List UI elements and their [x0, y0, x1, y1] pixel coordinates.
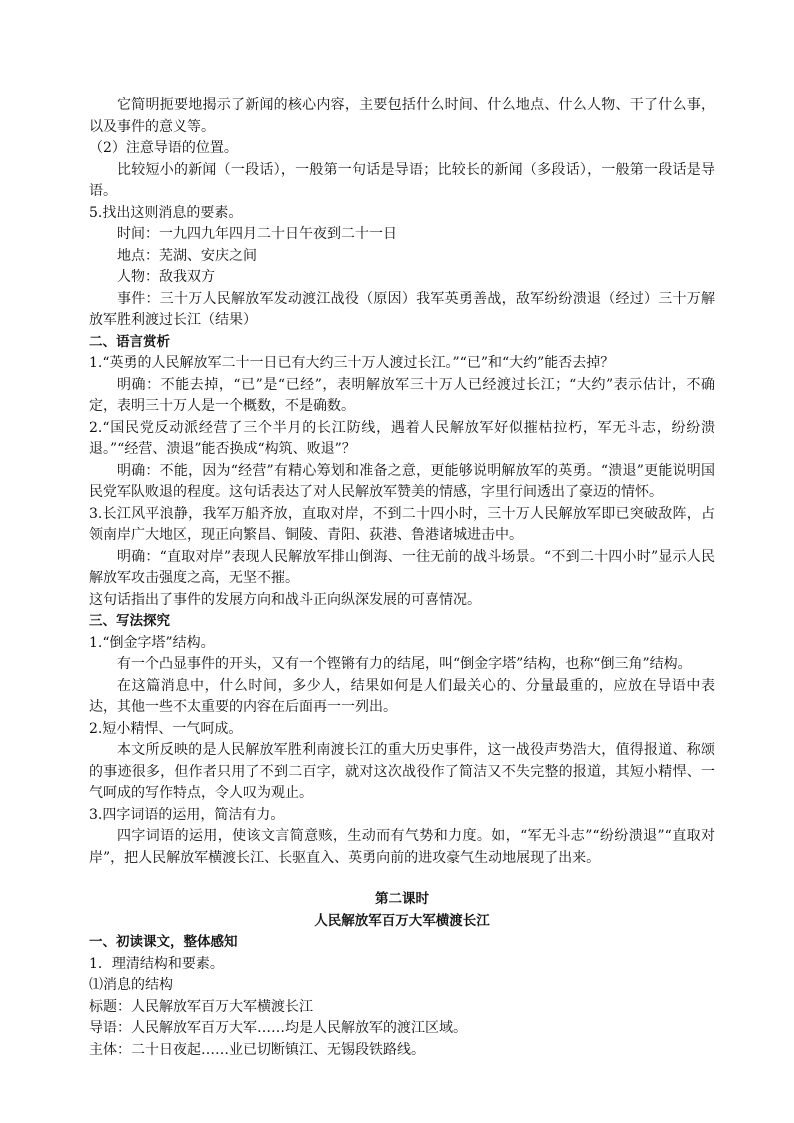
paragraph: 明确：不能，因为“经营”有精心筹划和准备之意，更能够说明解放军的英勇。“溃退”更能说明国民党军队败退的程度。这句话表达了对人民解放军赞美的情感，字里行间透出了豪迈的情怀。: [89, 462, 715, 500]
paragraph: 比较短小的新闻（一段话），一般第一句话是导语；比较长的新闻（多段话），一般第一段话是导语。: [89, 161, 715, 199]
paragraph: 事件：三十万人民解放军发动渡江战役（原因）我军英勇善战，敌军纷纷溃退（经过）三十万解放军胜利渡过长江（结果）: [89, 290, 715, 328]
paragraph: 明确：“直取对岸”表现人民解放军排山倒海、一往无前的战斗场景。“不到二十四小时”显示人民解放军攻击强度之高，无坚不摧。: [89, 548, 715, 586]
paragraph: 标题：人民解放军百万大军横渡长江: [89, 998, 313, 1015]
paragraph: 人物：敌我双方: [117, 269, 215, 285]
paragraph: 5.找出这则消息的要素。: [89, 204, 243, 221]
document-body-part1: [89, 95, 715, 869]
paragraph: 时间：一九四九年四月二十日午夜到二十一日: [117, 226, 397, 242]
paragraph: 主体：二十日夜起……业已切断镇江、无锡段铁路线。: [89, 1041, 425, 1058]
paragraph: 有一个凸显事件的开头，又有一个铿锵有力的结尾，叫“倒金字塔”结构，也称“倒三角”结构。: [117, 656, 692, 672]
section-heading: 二、语言赏析: [89, 333, 170, 350]
section-title: 第二课时: [375, 891, 429, 907]
paragraph: 导语：人民解放军百万大军……均是人民解放军的渡江区域。: [89, 1020, 467, 1036]
paragraph: 四字词语的运用，使该文言简意赅，生动而有气势和力度。如，“军无斗志”“纷纷溃退”“直取对岸”，把人民解放军横渡长江、长驱直入、英勇向前的进攻豪气生动地展现了出来。: [89, 828, 715, 866]
paragraph: 2.“国民党反动派经营了三个半月的长江防线，遇着人民解放军好似摧枯拉朽，军无斗志，纷纷溃退。”“经营、溃退”能否换成“构筑、败退”？: [89, 419, 715, 457]
paragraph: 2.短小精悍、一气呵成。: [89, 720, 243, 737]
paragraph: 1．理清结构和要素。: [89, 955, 224, 972]
paragraph: ⑴消息的结构: [89, 977, 173, 993]
paragraph: 明确：不能去掉，“已”是“已经”，表明解放军三十万人已经渡过长江；“大约”表示估计，不确定，表明三十万人是一个概数，不是确数。: [89, 376, 715, 414]
paragraph: 3.四字词语的运用，简洁有力。: [89, 806, 285, 823]
paragraph: 1.“倒金字塔”结构。: [89, 634, 215, 651]
paragraph: 1.“英勇的人民解放军二十一日已有大约三十万人渡过长江。”“已”和“大约”能否去掉？: [89, 355, 615, 371]
paragraph: 地点：芜湖、安庆之间: [117, 247, 257, 264]
paragraph: （2）注意导语的位置。: [89, 140, 238, 156]
paragraph: 3.长江风平浪静，我军万船齐放，直取对岸，不到二十四小时，三十万人民解放军即已突破敌阵，占领南岸广大地区，现正向繁昌、铜陵、青阳、荻港、鲁港诸城进击中。: [89, 505, 715, 543]
section-gap: [89, 869, 715, 889]
paragraph: 这句话指出了事件的发展方向和战斗正向纵深发展的可喜情况。: [89, 591, 481, 608]
paragraph: 本文所反映的是人民解放军胜利南渡长江的重大历史事件，这一战役声势浩大，值得报道、称颂的事迹很多，但作者只用了不到二百字，就对这次战役作了简洁又不失完整的报道，其短小精悍、一气呵成的写作特点，令人叹为观止。: [89, 742, 715, 801]
document-body-part2: [89, 932, 715, 1061]
section-heading: 三、写法探究: [89, 613, 170, 629]
section-subtitle: 人民解放军百万大军横渡长江: [314, 912, 490, 929]
paragraph: 在这篇消息中，什么时间，多少人，结果如何是人们最关心的、分量最重的，应放在导语中表达，其他一些不太重要的内容在后面再一一列出。: [89, 677, 715, 715]
section-heading: 一、初读课文，整体感知: [89, 934, 238, 950]
document-page: [89, 95, 715, 1061]
paragraph: 它简明扼要地揭示了新闻的核心内容，主要包括什么时间、什么地点、什么人物、干了什么事，以及事件的意义等。: [89, 97, 715, 135]
